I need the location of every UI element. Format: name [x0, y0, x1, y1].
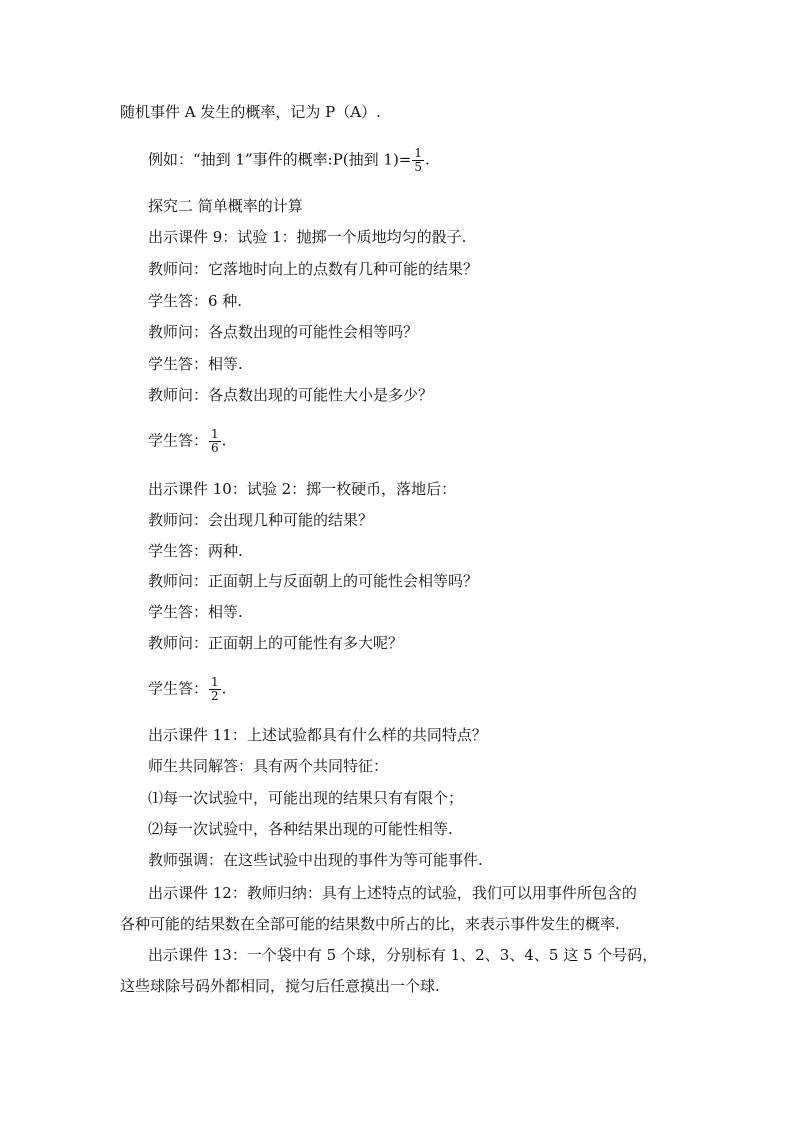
- text-line: 这些球除号码外都相同，搅匀后任意摸出一个球.: [120, 977, 440, 995]
- fraction-numerator: 1: [414, 146, 423, 160]
- text-line: 出示课件 12：教师归纳：具有上述特点的试验，我们可以用事件所包含的: [148, 884, 637, 902]
- fraction: [209, 676, 221, 703]
- fraction: [209, 428, 221, 455]
- text-span: .: [221, 431, 227, 450]
- text-line: 教师问：会出现几种可能的结果？: [148, 511, 374, 529]
- text-line: 出示课件 9：试验 1：抛掷一个质地均匀的骰子.: [148, 228, 467, 246]
- list-item: ⑴每一次试验中，可能出现的结果只有有限个；: [148, 789, 464, 807]
- text-span: 学生答：: [148, 431, 209, 450]
- text-span: 例如：“抽到 1”事件的概率:P(抽到 1)=: [148, 150, 412, 169]
- fraction-denominator: 2: [211, 689, 219, 703]
- text-line: 各种可能的结果数在全部可能的结果数中所占的比，来表示事件发生的概率.: [120, 915, 620, 933]
- fraction-denominator: 6: [211, 441, 219, 455]
- text-line: 学生答：相等.: [148, 355, 243, 373]
- text-span: .: [425, 150, 430, 169]
- section-heading: 探究二 简单概率的计算: [148, 197, 303, 215]
- example-line: [148, 147, 430, 174]
- text-line: 教师问：正面朝上的可能性有多大呢？: [148, 634, 404, 652]
- answer-line: [148, 676, 226, 703]
- text-line: 出示课件 11：上述试验都具有什么样的共同特点？: [148, 726, 487, 744]
- text-line: 出示课件 10：试验 2：掷一枚硬币，落地后：: [148, 480, 457, 498]
- fraction: [412, 147, 424, 174]
- text-span: .: [221, 679, 227, 698]
- text-line: 出示课件 13：一个袋中有 5 个球，分别标有 1、2、3、4、5 这 5 个号码，: [148, 946, 658, 964]
- text-line: 教师强调：在这些试验中出现的事件为等可能事件.: [148, 851, 483, 869]
- text-span: 学生答：: [148, 679, 209, 698]
- text-line: 教师问：正面朝上与反面朝上的可能性会相等吗？: [148, 572, 479, 590]
- fraction-numerator: 1: [211, 675, 219, 689]
- list-item: ⑵每一次试验中，各种结果出现的可能性相等.: [148, 820, 453, 838]
- text-line: 学生答：相等.: [148, 603, 243, 621]
- text-line: 师生共同解答：具有两个共同特征：: [148, 757, 389, 775]
- text-line: 随机事件 A 发生的概率，记为 P（A）.: [120, 103, 381, 121]
- text-line: 教师问：各点数出现的可能性会相等吗？: [148, 323, 419, 341]
- fraction-numerator: 1: [211, 427, 219, 441]
- text-line: 教师问：各点数出现的可能性大小是多少？: [148, 386, 434, 404]
- answer-line: [148, 428, 226, 455]
- fraction-denominator: 5: [414, 160, 423, 174]
- text-line: 学生答：两种.: [148, 542, 243, 560]
- text-line: 学生答：6 种.: [148, 292, 243, 310]
- text-line: 教师问：它落地时向上的点数有几种可能的结果？: [148, 260, 479, 278]
